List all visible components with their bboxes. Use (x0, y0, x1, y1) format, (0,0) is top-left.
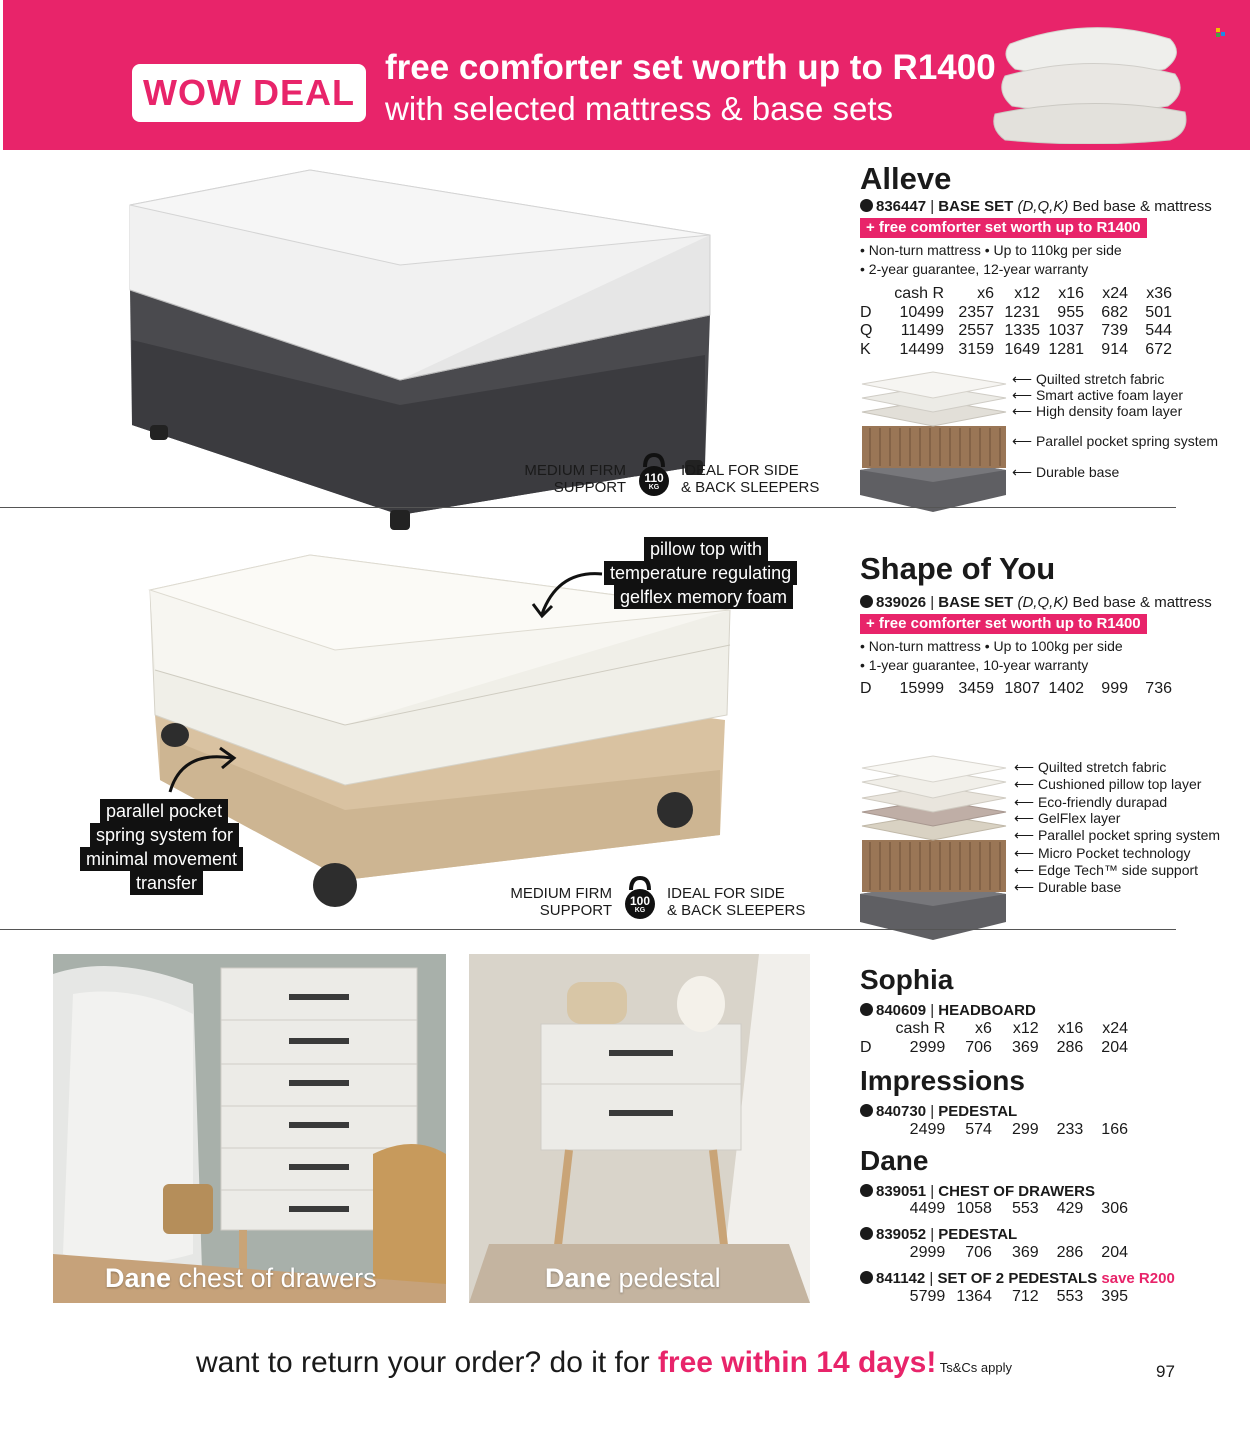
shape-callout-left-4: transfer (130, 871, 203, 895)
layer-label: ⟵ Durable base (1014, 879, 1122, 895)
dane-pedestal-photo (469, 954, 810, 1303)
banner-headline: free comforter set worth up to R1400 (385, 48, 996, 87)
section-divider (0, 929, 1176, 930)
dane-item-code-line: 839051 | CHEST OF DRAWERS (860, 1183, 1095, 1200)
layer-label: ⟵ Eco-friendly durapad (1014, 794, 1168, 810)
catalogue-code-icon (860, 1227, 873, 1240)
dane-chest-of-drawers-photo (53, 954, 446, 1303)
impressions-price-table (860, 1121, 1128, 1140)
layer-label: ⟵ Parallel pocket spring system (1012, 433, 1219, 449)
alleve-price-table (860, 285, 1172, 359)
sophia-code-line: 840609 | HEADBOARD (860, 1002, 1036, 1019)
layer-label: ⟵ Micro Pocket technology (1014, 845, 1191, 861)
table-header-row: cash R x6 x12 x16 x24 (895, 1020, 1128, 1038)
layer-label: ⟵ Cushioned pillow top layer (1014, 776, 1202, 792)
alleve-bullet-1: • Non-turn mattress • Up to 110kg per side (860, 242, 1122, 258)
shape-price-table (860, 680, 1172, 699)
table-row: K 14499 3159 1649 1281 914 672 (860, 340, 1172, 358)
comforter-set-image (990, 14, 1190, 144)
shape-callout-left-2: spring system for (90, 823, 239, 847)
dane-chest-price-table (860, 1200, 1128, 1219)
dane-title: Dane (860, 1145, 929, 1176)
shape-title: Shape of You (860, 551, 1056, 586)
table-header-row: cash R x6 x12 x16 x24 x36 (894, 285, 1172, 303)
alleve-support-firmness: MEDIUM FIRM SUPPORT (524, 462, 626, 496)
layer-label: ⟵ Durable base (1012, 464, 1120, 480)
table-row: D 15999 3459 1807 1402 999 736 (860, 680, 1172, 698)
layer-label: ⟵ GelFlex layer (1014, 810, 1121, 826)
catalogue-code-icon (860, 595, 873, 608)
sophia-title: Sophia (860, 964, 954, 995)
alleve-weight: 110 KG (644, 471, 664, 491)
alleve-title: Alleve (860, 161, 952, 196)
layer-label: ⟵ High density foam layer (1012, 403, 1183, 419)
layer-label: ⟵ Quilted stretch fabric (1014, 759, 1167, 775)
returns-footer: want to return your order? do it for free within 14 days! Ts&Cs apply (196, 1346, 1012, 1379)
table-row: 4499 1058 553 429 306 (909, 1200, 1128, 1218)
table-row: D 10499 2357 1231 955 682 501 (860, 303, 1172, 321)
wow-deal-badge: WOW DEAL (132, 64, 366, 122)
catalogue-code-icon (860, 1184, 873, 1197)
table-row: 2999 706 369 286 204 (909, 1244, 1128, 1262)
dane-pedestal-caption: Dane pedestal (545, 1263, 721, 1293)
callout-arrow-icon (162, 744, 242, 796)
callout-arrow-icon (530, 568, 610, 620)
impressions-code-line: 840730 | PEDESTAL (860, 1103, 1017, 1120)
dane-item-code-line: 841142 | SET OF 2 PEDESTALS save R200 (860, 1270, 1175, 1287)
alleve-code-line: 836447 | BASE SET (D,Q,K) Bed base & mattress (860, 198, 1212, 215)
shape-weight: 100 KG (629, 894, 651, 914)
shape-bullet-2: • 1-year guarantee, 10-year warranty (860, 657, 1089, 673)
shape-callout-line-1: pillow top with (644, 537, 768, 561)
logo-dots-icon (1216, 28, 1226, 38)
dane-chest-caption: Dane chest of drawers (105, 1263, 377, 1293)
shape-callout-line-3: gelflex memory foam (614, 585, 793, 609)
catalogue-code-icon (860, 1003, 873, 1016)
dane-pedestal-price-table (860, 1244, 1128, 1263)
shape-promo: + free comforter set worth up to R1400 (860, 614, 1147, 634)
sophia-price-table (860, 1020, 1128, 1057)
catalogue-code-icon (860, 199, 873, 212)
alleve-layer-diagram (858, 370, 1010, 515)
catalogue-code-icon (860, 1271, 873, 1284)
shape-bullet-1: • Non-turn mattress • Up to 100kg per side (860, 638, 1123, 654)
table-row: 5799 1364 712 553 395 (909, 1288, 1128, 1306)
layer-label: ⟵ Smart active foam layer (1012, 387, 1184, 403)
save-badge: save R200 (1101, 1270, 1175, 1287)
alleve-promo: + free comforter set worth up to R1400 (860, 218, 1147, 238)
alleve-bullet-2: • 2-year guarantee, 12-year warranty (860, 261, 1089, 277)
alleve-bed-image (120, 165, 720, 530)
shape-layer-diagram (858, 754, 1010, 944)
dane-set-price-table (860, 1288, 1128, 1307)
layer-label: ⟵ Parallel pocket spring system (1014, 827, 1221, 843)
page-number: 97 (1156, 1362, 1175, 1381)
layer-label: ⟵ Quilted stretch fabric (1012, 371, 1165, 387)
alleve-support-sleepers: IDEAL FOR SIDE & BACK SLEEPERS (681, 462, 820, 496)
shape-support-firmness: MEDIUM FIRM SUPPORT (510, 885, 612, 919)
impressions-title: Impressions (860, 1065, 1025, 1096)
section-divider (0, 507, 1176, 508)
shape-callout-line-2: temperature regulating (604, 561, 797, 585)
shape-support-sleepers: IDEAL FOR SIDE & BACK SLEEPERS (667, 885, 806, 919)
shape-callout-left-3: minimal movement (80, 847, 243, 871)
catalogue-code-icon (860, 1104, 873, 1117)
shape-code-line: 839026 | BASE SET (D,Q,K) Bed base & mattress (860, 594, 1212, 611)
table-row: 2499 574 299 233 166 (909, 1121, 1128, 1139)
dane-item-code-line: 839052 | PEDESTAL (860, 1226, 1017, 1243)
layer-label: ⟵ Edge Tech™ side support (1014, 862, 1199, 878)
table-row: D 2999 706 369 286 204 (860, 1038, 1128, 1056)
shape-callout-left-1: parallel pocket (100, 799, 228, 823)
banner-subline: with selected mattress & base sets (385, 90, 894, 127)
table-row: Q 11499 2557 1335 1037 739 544 (860, 322, 1172, 340)
